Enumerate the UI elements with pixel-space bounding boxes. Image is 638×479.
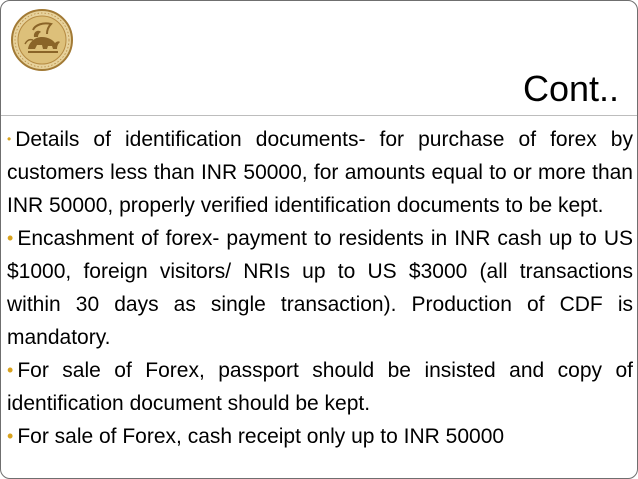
slide-content [7,123,633,453]
bullet-icon: • [7,132,12,146]
bullet-item [7,222,633,354]
title-divider [1,115,637,116]
rbi-emblem-icon [10,8,74,72]
bullet-text: Details of identification documents- for purchase of forex by customers less than INR 50000, for amounts equal to or more than INR 50000, properly verified identification documents to be kept. [7,128,633,217]
bullet-item [7,420,633,453]
bullet-icon: • [7,360,14,380]
bullet-text: Encashment of forex- payment to residents in INR cash up to US $1000, foreign visitors/ NRIs up to US $3000 (all transactions within 30 days as single transaction). Production of CDF is mandatory. [7,227,633,349]
bullet-item [7,123,633,222]
bullet-item [7,354,633,420]
slide-title: Cont.. [522,68,619,109]
bullet-text: For sale of Forex, cash receipt only up to INR 50000 [17,425,505,448]
bullet-text: For sale of Forex, passport should be insisted and copy of identification document should be kept. [7,359,633,415]
bullet-icon: • [7,426,14,446]
bullet-icon: • [7,228,14,248]
